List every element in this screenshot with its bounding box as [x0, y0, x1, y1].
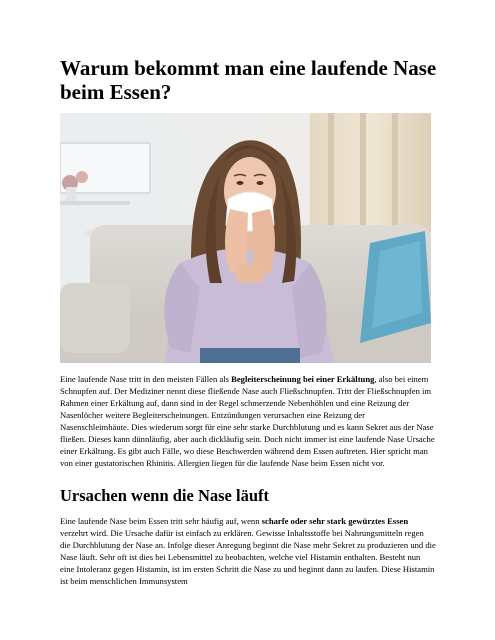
causes-text-rest: verzehrt wird. Die Ursache dafür ist einfach zu erklären. Gewisse Inhaltsstoffe bei Nahrungsmitteln regen die Durchblutung der Nase an. Infolge dieser Anregung beginnt die Nase mehr Sekret zu produzieren und die Nase läuft. Sehr oft ist dies bei Lebensmittel zu beobachten, welche viel Histamin enthalten. Besteht nun eine Intoleranz gegen Histamin, ist im ersten Schritt die Nase zu und beginnt dann zu laufen. Diese Histamin ist beim menschlichen Immunsystem [60, 528, 436, 586]
intro-paragraph [60, 373, 436, 469]
section-heading: Ursachen wenn die Nase läuft [60, 486, 269, 505]
woman-blowing-nose-photo [60, 113, 431, 363]
causes-paragraph [60, 515, 436, 587]
causes-bold-phrase: scharfe oder sehr stark gewürztes Essen [261, 516, 409, 526]
intro-text-start: Eine laufende Nase tritt in den meisten Fällen als [60, 374, 232, 384]
intro-text-rest: , also bei einem Schnupfen auf. Der Mediziner nennt diese fließende Nase auch Fließschnupfen. Tritt der Fließschnupfen im Rahmen einer Erkältung auf, dann sind in der Regel schmerzende Nebenhöhlen und eine Reizung der Nasenlöcher weitere Begleiterscheinungen. Entzündungen verursachen eine Reizung der Nasenschleimhäute. Dies wiederum sorgt für eine sehr starke Durchblutung und es kann Sekret aus der Nase fließen. Dieses kann dünnläufig, aber auch dickläufig sein. Doch nicht immer ist eine laufende Nase Ursache einer Erkältung. Es gibt auch Fälle, wo diese Beschwerden während dem Essen auftreten. Hier spricht man von einer gustatorischen Rhinitis. Allergien liegen für die laufende Nase beim Essen nicht vor. [60, 374, 435, 468]
intro-bold-phrase: Begleiterscheinung bei einer Erkältung [231, 374, 375, 384]
causes-text-start: Eine laufende Nase beim Essen tritt sehr häufig auf, wenn [60, 516, 262, 526]
article-title: Warum bekommt man eine laufende Nase beim Essen? [60, 56, 437, 104]
photo-illustration [60, 113, 431, 363]
